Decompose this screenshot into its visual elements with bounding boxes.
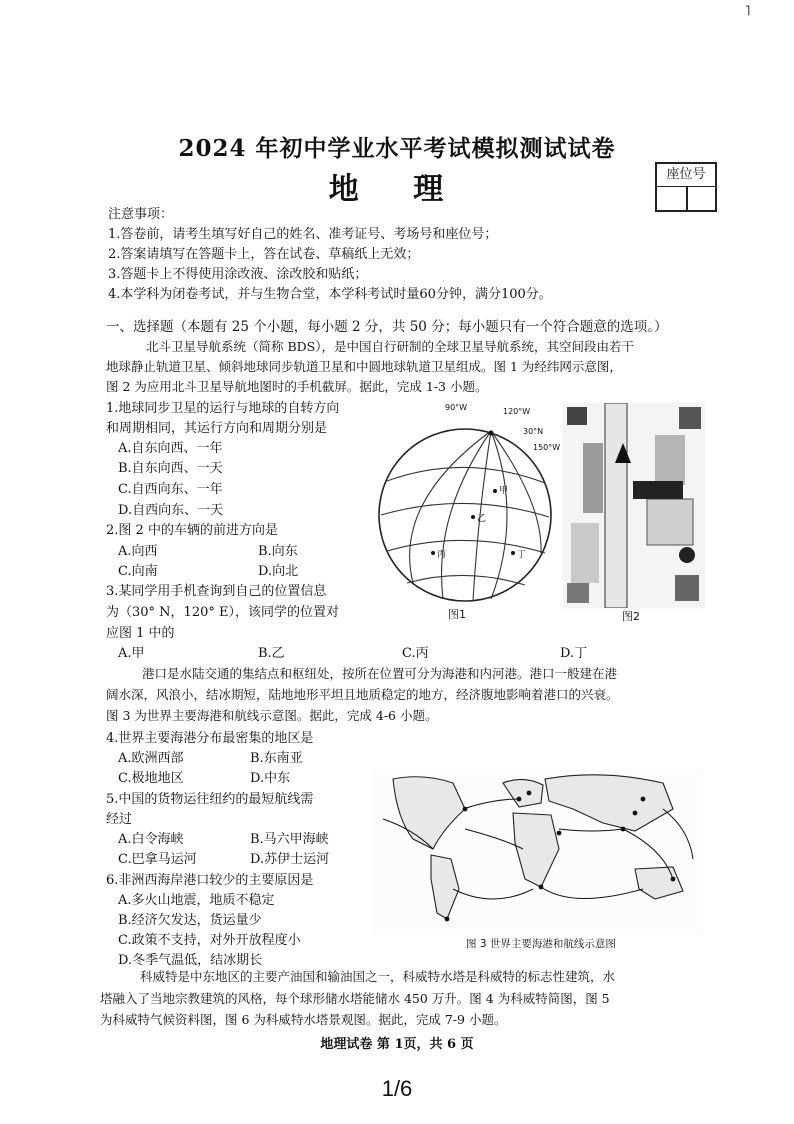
globe-label: 90°W [445,403,468,412]
globe-point-label: 丙 [437,550,447,560]
passage-line: 北斗卫星导航系统（简称 BDS），是中国自行研制的全球卫星导航系统，其空间段由若干 [146,339,634,354]
question-stem: 4.世界主要海港分布最密集的地区是 [106,731,314,746]
subject-title: 地 理 [328,172,466,207]
option: C.政策不支持，对外开放程度小 [118,933,301,948]
option: D.中东 [250,771,291,786]
figure-1-caption: 图1 [448,608,466,621]
option: B.马六甲海峡 [250,832,329,847]
figure-2-map-screenshot [562,402,706,609]
figure-3-world-map [372,768,704,936]
option: C.巴拿马运河 [118,852,197,867]
notice-item: 2.答案请填写在答题卡上，答在试卷、草稿纸上无效； [108,247,420,262]
option: C.自西向东、一年 [118,482,223,497]
option: D.丁 [560,646,588,661]
option: A.自东向西、一年 [118,441,223,456]
option: A.欧洲西部 [118,751,184,766]
option: D.自西向东、一天 [118,503,224,518]
question-stem: 2.图 2 中的车辆的前进方向是 [106,523,278,538]
option: C.极地地区 [118,771,184,786]
question-stem: 为（30° N，120° E），该同学的位置对 [106,605,339,620]
map-screenshot-drawing [563,403,705,608]
figure-3-caption: 图 3 世界主要海港和航线示意图 [466,938,616,950]
globe-point-label: 丁 [517,550,527,560]
seat-number-box [655,162,717,212]
notice-item: 3.答题卡上不得使用涂改液、涂改胶和贴纸； [108,267,368,282]
notice-heading: 注意事项： [108,207,174,222]
question-stem: 应图 1 中的 [106,626,175,641]
option: B.自东向西、一天 [118,461,223,476]
option: B.经济欠发达，货运量少 [118,913,262,928]
option: C.丙 [402,646,429,661]
passage-line: 科威特是中东地区的主要产油国和输油国之一，科威特水塔是科威特的标志性建筑，水 [140,969,616,984]
option: A.多火山地震，地质不稳定 [118,893,275,908]
globe-label: 120°W [503,407,531,416]
question-stem: 经过 [106,812,133,827]
option: D.冬季气温低，结冰期长 [118,953,263,968]
option: D.向北 [258,564,299,579]
section-heading: 一、选择题（本题有 25 个小题，每小题 2 分，共 50 分；每小题只有一个符合题意的选项。） [106,319,668,335]
globe-point-label: 甲 [499,486,509,496]
figure-2-caption: 图2 [622,610,640,623]
world-map-drawing [373,769,703,935]
notice-item: 1.答卷前，请考生填写好自己的姓名、准考证号、考场号和座位号； [108,227,498,242]
passage-line: 塔融入了当地宗教建筑的风格，每个球形储水塔能储水 450 万升。图 4 为科威特简图，图 5 [100,991,610,1006]
seat-number-label: 座位号 [657,164,715,187]
passage-line: 港口是水陆交通的集结点和枢纽处，按所在位置可分为海港和内河港。港口一般建在港 [142,666,618,681]
option: A.甲 [118,646,145,661]
notice-item: 4.本学科为闭卷考试，并与生物合堂，本学科考试时量60分钟，满分100分。 [108,287,552,302]
option: B.东南亚 [250,751,303,766]
globe-point-label: 乙 [477,514,487,524]
option: B.向东 [258,544,298,559]
option: A.向西 [118,544,158,559]
globe-label: 150°W [533,443,561,452]
option: A.白令海峡 [118,832,184,847]
passage-line: 阔水深，风浪小，结冰期短，陆地地形平坦且地质稳定的地方，经济腹地影响着港口的兴衰。 [106,687,619,702]
passage-line: 为科威特气候资料图，图 6 为科威特水塔景观图。据此，完成 7-9 小题。 [100,1012,507,1027]
option: C.向南 [118,564,158,579]
question-stem: 3.某同学用手机查询到自己的位置信息 [106,584,327,599]
question-stem: 5.中国的货物运往纽约的最短航线需 [106,792,314,807]
passage-line: 地球静止轨道卫星、倾斜地球同步轨道卫星和中圆地球轨道卫星组成。图 1 为经纬网示意图， [106,359,622,374]
option: B.乙 [258,646,285,661]
question-stem: 和周期相同，其运行方向和周期分别是 [106,421,328,436]
figure-1-globe [372,402,559,619]
globe-label: 30°N [523,427,544,436]
passage-line: 图 2 为应用北斗卫星导航地图时的手机截屏。据此，完成 1-3 小题。 [106,379,488,394]
option: D.苏伊士运河 [250,852,330,867]
question-stem: 1.地球同步卫星的运行与地球的自转方向 [106,401,340,416]
corner-mark: ˥ [745,2,751,18]
exam-title: 2024 年初中学业水平考试模拟测试试卷 [178,135,616,162]
passage-line: 图 3 为世界主要海港和航线示意图。据此，完成 4-6 小题。 [106,708,438,723]
question-stem: 6.非洲西海岸港口较少的主要原因是 [106,873,314,888]
seat-box-divider [686,186,688,210]
page-footer: 地理试卷 第 1页，共 6 页 [320,1037,474,1052]
page-indicator: 1/6 [381,1076,413,1101]
